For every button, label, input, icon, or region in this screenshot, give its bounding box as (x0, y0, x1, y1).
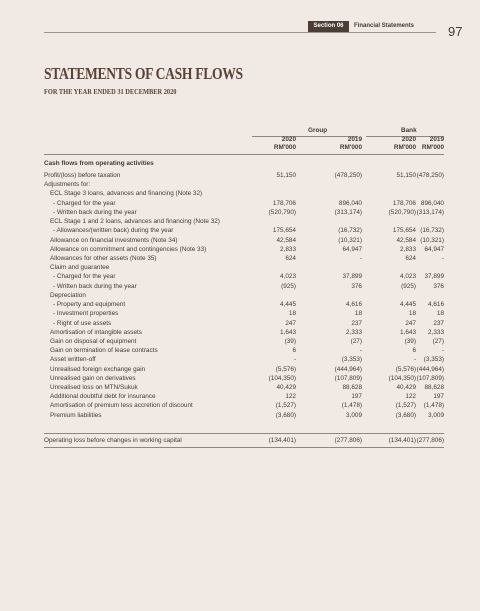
row-value: (5,576) (275, 365, 296, 373)
row-value: 42,584 (396, 236, 416, 244)
row-value: (478,250) (416, 172, 444, 179)
table-row (44, 401, 444, 410)
row-value: - (413, 356, 416, 364)
total-value: (134,401) (268, 437, 296, 444)
row-value: 40,429 (276, 384, 296, 392)
row-value: 197 (433, 393, 444, 401)
row-value: 1,643 (400, 328, 416, 336)
table-row (44, 374, 444, 383)
row-value: (1,527) (395, 402, 416, 410)
table-row (44, 337, 444, 346)
table-row (44, 245, 444, 254)
row-value: 40,429 (396, 384, 416, 392)
row-value: 64,947 (342, 245, 362, 253)
row-value: (27) (350, 337, 362, 345)
row-value: 237 (433, 319, 444, 327)
row-value: (3,353) (341, 356, 362, 364)
table-row (44, 291, 444, 300)
row-label: Unrealised loss on MTN/Sukuk (50, 384, 138, 392)
row-value: 624 (285, 254, 296, 262)
bank-header: Bank (401, 127, 417, 134)
row-label: ECL Stage 1 and 2 loans, advances and financing (Note 32) (50, 218, 220, 226)
row-label: Claim and guarantee (50, 264, 110, 272)
row-value: (520,790) (388, 208, 416, 216)
table-row (44, 300, 444, 309)
section-tag: Section 06 (308, 21, 349, 32)
row-value: 376 (351, 282, 362, 290)
column-header (246, 136, 296, 151)
row-label: Gain on disposal of equipment (50, 337, 137, 345)
total-value: (134,401) (388, 437, 416, 444)
row-value: 3,009 (346, 411, 362, 419)
table-row (44, 272, 444, 281)
row-label: Allowances for other assets (Note 35) (50, 254, 157, 262)
row-value: (313,174) (334, 208, 362, 216)
row-value: - (359, 347, 362, 355)
table-row (44, 254, 444, 263)
row-label: Asset written-off (50, 356, 96, 364)
row-value: 896,040 (420, 199, 444, 207)
row-value: 4,616 (428, 301, 444, 309)
total-row (44, 436, 444, 446)
row-value: 18 (354, 310, 362, 318)
row-label: Unrealised foreign exchange gain (50, 365, 146, 373)
row-label: - Property and equipment (53, 301, 126, 309)
row-value: 122 (285, 393, 296, 401)
row-value: 18 (408, 310, 416, 318)
column-unit: RM'000 (339, 143, 362, 151)
row-value: (3,680) (275, 411, 296, 419)
table-row (44, 226, 444, 235)
row-value: (16,732) (338, 227, 362, 235)
row-value: 624 (405, 254, 416, 262)
total-value: (277,806) (416, 437, 444, 444)
table-row (44, 309, 444, 318)
row-label: Amortisation of intangible assets (50, 328, 143, 336)
row-value: 247 (405, 319, 416, 327)
row-value: (925) (401, 282, 416, 290)
row-value: (39) (404, 337, 416, 345)
cash-flow-rows (44, 171, 444, 420)
row-value: 1,643 (280, 328, 296, 336)
row-value: 88,628 (342, 384, 362, 392)
row-value: 2,333 (428, 328, 444, 336)
column-unit: RM'000 (393, 143, 416, 151)
table-row (44, 208, 444, 217)
row-value: 6 (412, 347, 416, 355)
table-row (44, 263, 444, 272)
row-value: 376 (433, 282, 444, 290)
row-label: Premium liabilities (50, 411, 102, 419)
row-value: 178,706 (272, 199, 296, 207)
row-value: 237 (351, 319, 362, 327)
row-value: (10,321) (338, 236, 362, 244)
column-year: 2020 (281, 136, 296, 143)
row-label: Profit/(loss) before taxation (44, 172, 121, 179)
row-label: - Charged for the year (53, 199, 116, 207)
row-label: - Charged for the year (53, 273, 116, 281)
table-row (44, 189, 444, 198)
row-value: 18 (436, 310, 444, 318)
total-label: Operating loss before changes in working capital (44, 437, 182, 444)
row-label: - Right of use assets (53, 319, 112, 327)
row-value: 2,333 (346, 328, 362, 336)
column-unit: RM'000 (421, 143, 444, 151)
row-label: - Written back during the year (53, 208, 137, 216)
row-value: (520,790) (268, 208, 296, 216)
section-heading: Cash flows from operating activities (44, 160, 154, 167)
row-value: (104,350) (388, 374, 416, 382)
table-row (44, 411, 444, 420)
row-value: (1,478) (341, 402, 362, 410)
row-value: 4,023 (280, 273, 296, 281)
column-year: 2019 (347, 136, 362, 143)
row-value: 4,023 (400, 273, 416, 281)
column-header (394, 136, 444, 151)
row-label: Amortisation of premium less accretion of discount (50, 402, 193, 410)
table-row (44, 217, 444, 226)
row-label: ECL Stage 3 loans, advances and financing (Note 32) (50, 190, 203, 198)
row-value: (104,350) (268, 374, 296, 382)
row-value: 64,947 (424, 245, 444, 253)
row-value: 6 (292, 347, 296, 355)
table-row (44, 346, 444, 355)
row-value: (3,680) (395, 411, 416, 419)
row-value: (16,732) (420, 227, 444, 235)
row-value: (478,250) (334, 172, 362, 179)
row-value: (1,478) (423, 402, 444, 410)
row-value: - (359, 254, 362, 262)
column-header (312, 136, 362, 151)
header-rule (44, 32, 436, 33)
row-value: (3,353) (423, 356, 444, 364)
row-value: 4,445 (280, 301, 296, 309)
table-row (44, 236, 444, 245)
row-value: 197 (351, 393, 362, 401)
row-value: 178,706 (392, 199, 416, 207)
table-row (44, 355, 444, 364)
row-label: Allowance on commitment and contingencies (Note 33) (50, 245, 207, 253)
row-label: - Allowances/(written back) during the year (53, 227, 174, 235)
group-header: Group (308, 127, 328, 134)
total-top-rule (44, 433, 444, 434)
row-value: 122 (405, 393, 416, 401)
row-value: 51,150 (276, 172, 296, 179)
table-row (44, 199, 444, 208)
row-label: Allowance on financial investments (Note 34) (50, 236, 178, 244)
row-value: 42,584 (276, 236, 296, 244)
row-value: 175,654 (272, 227, 296, 235)
row-value: 2,833 (400, 245, 416, 253)
column-year: 2020 (401, 136, 416, 143)
row-value: 88,628 (424, 384, 444, 392)
row-value: - (441, 254, 444, 262)
row-value: 37,899 (342, 273, 362, 281)
row-label: Adjustments for: (44, 181, 91, 189)
row-value: 896,040 (338, 199, 362, 207)
row-value: 51,150 (396, 172, 416, 179)
table-row (44, 328, 444, 337)
row-value: (5,576) (395, 365, 416, 373)
row-label: Gain on termination of lease contracts (50, 347, 158, 355)
row-value: (39) (284, 337, 296, 345)
table-row (44, 383, 444, 392)
row-value: (444,964) (334, 365, 362, 373)
table-row (44, 282, 444, 291)
row-value: - (293, 356, 296, 364)
total-bottom-rule (44, 447, 444, 448)
row-value: (27) (432, 337, 444, 345)
row-value: 175,654 (392, 227, 416, 235)
row-value: (313,174) (416, 208, 444, 216)
row-value: - (441, 347, 444, 355)
row-label: Depreciation (50, 291, 86, 299)
page-title: STATEMENTS OF CASH FLOWS (44, 64, 243, 83)
table-header-rule (44, 154, 444, 155)
column-unit: RM'000 (273, 143, 296, 151)
section-name: Financial Statements (354, 23, 415, 29)
row-value: 4,445 (400, 301, 416, 309)
row-value: 4,616 (346, 301, 362, 309)
row-value: 37,899 (424, 273, 444, 281)
page-subtitle: FOR THE YEAR ENDED 31 DECEMBER 2020 (44, 87, 177, 96)
table-row (44, 392, 444, 401)
row-label: - Investment properties (53, 310, 119, 318)
table-row (44, 180, 444, 189)
row-label: - Written back during the year (53, 282, 137, 290)
table-row (44, 365, 444, 374)
row-label: Additional doubtful debt for insurance (50, 393, 156, 401)
row-value: (107,809) (334, 374, 362, 382)
table-row (44, 319, 444, 328)
row-value: (107,809) (416, 374, 444, 382)
total-value: (277,806) (334, 437, 362, 444)
row-value: 3,009 (428, 411, 444, 419)
row-value: 18 (288, 310, 296, 318)
row-label: Unrealised gain on derivatives (50, 374, 136, 382)
page-number: 97 (448, 24, 463, 39)
row-value: 2,833 (280, 245, 296, 253)
row-value: 247 (285, 319, 296, 327)
row-value: (1,527) (275, 402, 296, 410)
column-year: 2019 (429, 136, 444, 143)
row-value: (444,964) (416, 365, 444, 373)
row-value: (925) (281, 282, 296, 290)
table-row (44, 171, 444, 180)
row-value: (10,321) (420, 236, 444, 244)
